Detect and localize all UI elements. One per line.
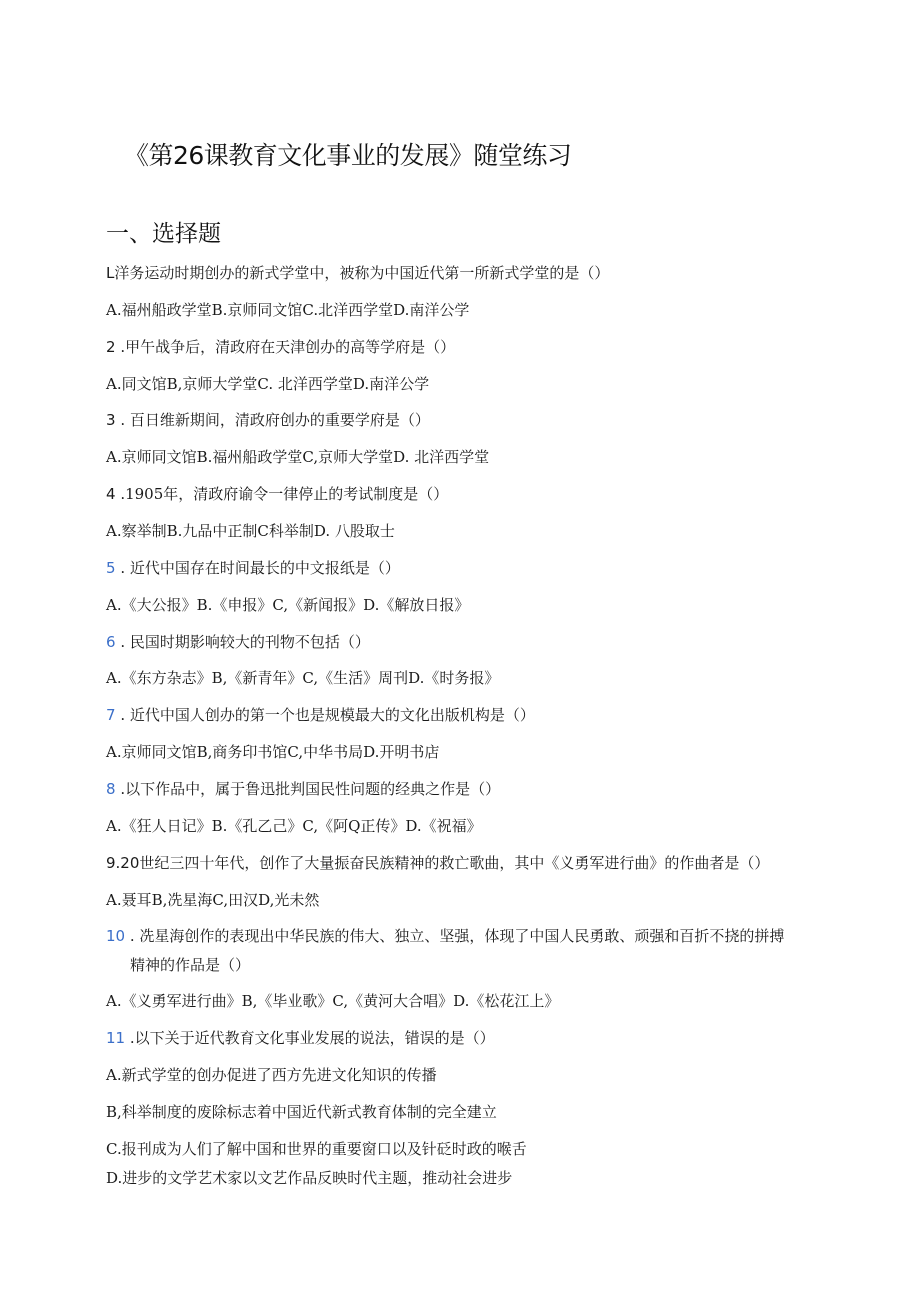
question-number: 2 bbox=[106, 338, 116, 356]
question-text: .甲午战争后，清政府在天津创办的高等学府是（） bbox=[115, 338, 456, 356]
question-3 bbox=[106, 410, 430, 430]
question-10-continuation: 精神的作品是（） bbox=[130, 956, 251, 974]
question-text: . 冼星海创作的表现出中华民族的伟大、独立、坚强，体现了中国人民勇敢、顽强和百折不挠的拼搏 bbox=[125, 927, 785, 945]
question-1-options: A.福州船政学堂B.京师同文馆C.北洋西学堂D.南洋公学 bbox=[106, 301, 470, 319]
question-11 bbox=[106, 1028, 495, 1048]
question-text: . 近代中国人创办的第一个也是规模最大的文化出版机构是（） bbox=[115, 706, 535, 724]
question-5 bbox=[106, 558, 400, 578]
question-9 bbox=[106, 853, 769, 873]
question-2 bbox=[106, 337, 455, 357]
question-11-option-a: A.新式学堂的创办促进了西方先进文化知识的传播 bbox=[106, 1066, 437, 1084]
question-7-options: A.京师同文馆B,商务印书馆C,中华书局D.开明书店 bbox=[106, 743, 440, 761]
question-number: 3 bbox=[106, 411, 116, 429]
question-11-option-c: C.报刊成为人们了解中国和世界的重要窗口以及针砭时政的喉舌 bbox=[106, 1140, 527, 1158]
section-heading: 一、选择题 bbox=[106, 221, 221, 247]
question-4-options: A.察举制B.九品中正制C科举制D. 八股取士 bbox=[106, 522, 395, 540]
question-1 bbox=[106, 263, 609, 283]
question-number: 10 bbox=[106, 927, 126, 945]
question-10-options: A.《义勇军进行曲》B,《毕业歌》C,《黄河大合唱》D.《松花江上》 bbox=[106, 992, 560, 1010]
question-10 bbox=[106, 926, 784, 946]
question-text: 洋务运动时期创办的新式学堂中，被称为中国近代第一所新式学堂的是（） bbox=[114, 264, 610, 282]
question-text: .以下关于近代教育文化事业发展的说法，错误的是（） bbox=[125, 1029, 495, 1047]
question-text: . 民国时期影响较大的刊物不包括（） bbox=[115, 633, 370, 651]
question-text: . 近代中国存在时间最长的中文报纸是（） bbox=[115, 559, 400, 577]
question-text: 世纪三四十年代，创作了大量振奋民族精神的救亡歌曲，其中《义勇军进行曲》的作曲者是（） bbox=[139, 854, 770, 872]
question-text: . 百日维新期间，清政府创办的重要学府是（） bbox=[115, 411, 430, 429]
question-number: 7 bbox=[106, 706, 116, 724]
question-11-option-d: D.进步的文学艺术家以文艺作品反映时代主题，推动社会进步 bbox=[106, 1169, 513, 1187]
question-3-options: A.京师同文馆B.福州船政学堂C,京师大学堂D. 北洋西学堂 bbox=[106, 448, 490, 466]
question-number: 4 bbox=[106, 485, 116, 503]
question-5-options: A.《大公报》B.《申报》C,《新闻报》D.《解放日报》 bbox=[106, 596, 470, 614]
question-6-options: A.《东方杂志》B,《新青年》C,《生活》周刊D.《时务报》 bbox=[106, 669, 500, 687]
question-number: 6 bbox=[106, 633, 116, 651]
page-title: 《第26课教育文化事业的发展》随堂练习 bbox=[124, 141, 572, 170]
question-number: 9.20 bbox=[106, 854, 140, 872]
question-11-option-b: B,科举制度的废除标志着中国近代新式教育体制的完全建立 bbox=[106, 1103, 497, 1121]
question-8 bbox=[106, 779, 500, 799]
question-6 bbox=[106, 632, 370, 652]
question-9-options: A.聂耳B,冼星海C,田汉D,光未然 bbox=[106, 891, 320, 909]
question-8-options: A.《狂人日记》B.《孔乙己》C,《阿Q正传》D.《祝福》 bbox=[106, 817, 482, 835]
question-number: L bbox=[106, 264, 115, 282]
question-7 bbox=[106, 705, 535, 725]
question-number: 8 bbox=[106, 780, 116, 798]
question-text: .1905年，清政府谕令一律停止的考试制度是（） bbox=[115, 485, 449, 503]
question-2-options: A.同文馆B,京师大学堂C. 北洋西学堂D.南洋公学 bbox=[106, 375, 430, 393]
question-number: 11 bbox=[106, 1029, 126, 1047]
question-number: 5 bbox=[106, 559, 116, 577]
question-4 bbox=[106, 484, 448, 504]
question-text: .以下作品中，属于鲁迅批判国民性问题的经典之作是（） bbox=[115, 780, 501, 798]
